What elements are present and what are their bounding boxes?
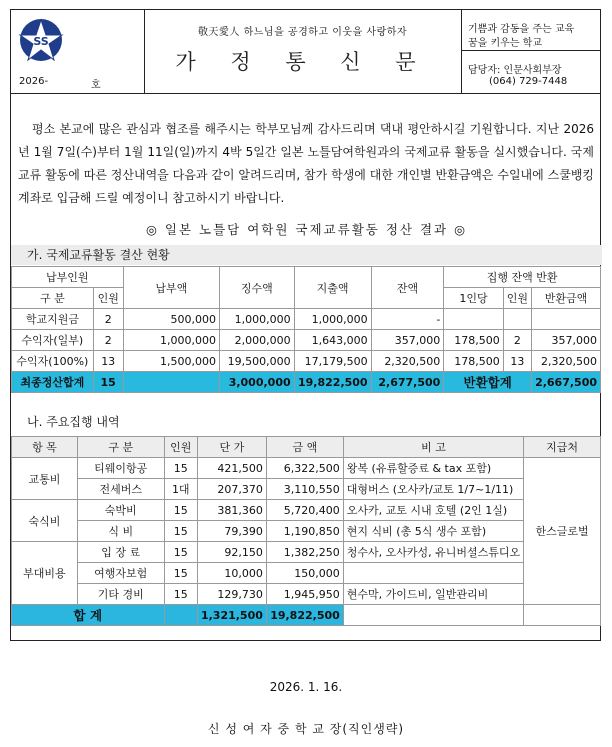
col-count: 인원 [93, 288, 123, 309]
issue-year: 2026- [19, 76, 49, 87]
cell-note: 청수사, 오사카성, 유니버셜스튜디오 [343, 542, 523, 563]
section-title: ◎ 일본 노틀담 여학원 국제교류활동 정산 결과 ◎ [146, 222, 467, 237]
table-row [12, 521, 601, 542]
cell-note: 현지 식비 (총 5식 생수 포함) [343, 521, 523, 542]
cell-collected: 1,000,000 [220, 309, 295, 330]
section-b-label [11, 412, 602, 433]
refund-total-label: 반환합계 [444, 372, 532, 393]
cell-category: 식 비 [77, 521, 164, 542]
col-refund-group: 집행 잔액 반환 [444, 267, 601, 288]
school-emblem [18, 14, 64, 66]
cell-count: 1대 [164, 479, 197, 500]
expense-total-label: 합 계 [12, 605, 165, 626]
cell-paid: 500,000 [123, 309, 219, 330]
cell-count: 15 [164, 542, 197, 563]
intro-text: 평소 본교에 많은 관심과 협조를 해주시는 학부모님께 감사드리며 댁내 평안하시길 기원합니다. 지난 2026년 1월 7일(수)부터 1월 11일(일)까지 4박 5일간 일본 노틀담여학원과의 국제교류 활동을 실시했습니다. 국제교류 활동에 따른 정산내역을 다음과 같이 알려드리며, 참가 학생에 대한 개인별 반환금액은 수일내에 스쿨뱅킹계좌로 입금해 드릴 예정이니 참고하시기 바랍니다. [18, 122, 594, 205]
col-count: 인원 [164, 437, 197, 458]
cell-refund-count: 2 [503, 330, 531, 351]
cell-unit-price: 10,000 [197, 563, 266, 584]
cell-amount: 1,382,250 [266, 542, 343, 563]
group-lodging: 숙식비 [12, 500, 78, 542]
cell-category: 학교지원금 [12, 309, 94, 330]
cell-balance: 357,000 [371, 330, 444, 351]
cell-amount: 6,322,500 [266, 458, 343, 479]
cell-count: 13 [93, 351, 123, 372]
cell-unit-price: 129,730 [197, 584, 266, 605]
cell-category: 티웨이항공 [77, 458, 164, 479]
cell-note [343, 563, 523, 584]
expense-total-note [343, 605, 523, 626]
school-goal-line1: 기쁨과 감동을 주는 교육 [468, 24, 575, 35]
col-payee: 지급처 [524, 437, 601, 458]
cell-collected: 19,500,000 [220, 351, 295, 372]
cell-category: 수익자(100%) [12, 351, 94, 372]
total-label: 최종정산합계 [12, 372, 94, 393]
settlement-table [11, 266, 601, 393]
cell-amount: 1,190,850 [266, 521, 343, 542]
cell-spent: 17,179,500 [294, 351, 371, 372]
total-spent: 19,822,500 [294, 372, 371, 393]
issue-number-label: 호 [91, 80, 101, 91]
cell-note: 오사카, 교토 시내 호텔 (2인 1실) [343, 500, 523, 521]
cell-note: 왕복 (유류할증료 & tax 포함) [343, 458, 523, 479]
cell-amount: 3,110,550 [266, 479, 343, 500]
cell-refund-amount: 357,000 [532, 330, 601, 351]
col-refund-count: 인원 [503, 288, 531, 309]
col-spent: 지출액 [294, 267, 371, 309]
cell-per-person: 178,500 [444, 351, 503, 372]
table-row [12, 542, 601, 563]
cell-category: 여행자보험 [77, 563, 164, 584]
total-count: 15 [93, 372, 123, 393]
col-balance: 잔액 [371, 267, 444, 309]
contact-phone: (064) 729-7448 [489, 76, 568, 87]
col-per-person: 1인당 [444, 288, 503, 309]
cell-unit-price: 79,390 [197, 521, 266, 542]
svg-text:SS: SS [33, 35, 49, 48]
cell-note: 현수막, 가이드비, 일반관리비 [343, 584, 523, 605]
cell-category: 기타 경비 [77, 584, 164, 605]
cell-amount: 1,945,950 [266, 584, 343, 605]
cell-count: 15 [164, 584, 197, 605]
table-row [12, 584, 601, 605]
col-payer-group: 납부인원 [12, 267, 124, 288]
contact-label: 담당자: 인문사회부장 [468, 65, 562, 76]
cell-count: 2 [93, 309, 123, 330]
cell-paid: 1,000,000 [123, 330, 219, 351]
cell-note: 대형버스 (오사카/교토 1/7~1/11) [343, 479, 523, 500]
col-paid: 납부액 [123, 267, 219, 309]
table-row [12, 479, 601, 500]
cell-paid: 1,500,000 [123, 351, 219, 372]
group-extra: 부대비용 [12, 542, 78, 605]
cell-category: 전세버스 [77, 479, 164, 500]
school-goal-line2: 꿈을 키우는 학교 [468, 38, 542, 49]
total-collected: 3,000,000 [220, 372, 295, 393]
motto: 敬天愛人 하느님을 공경하고 이웃을 사랑하자 [197, 27, 408, 38]
payee-value: 한스글로벌 [524, 458, 601, 605]
cell-spent: 1,643,000 [294, 330, 371, 351]
refund-total-amount: 2,667,500 [532, 372, 601, 393]
expense-total-unit-price: 1,321,500 [197, 605, 266, 626]
cell-unit-price: 207,370 [197, 479, 266, 500]
cell-refund-count: 13 [503, 351, 531, 372]
cell-amount: 150,000 [266, 563, 343, 584]
cell-balance: 2,320,500 [371, 351, 444, 372]
cell-unit-price: 381,360 [197, 500, 266, 521]
cell-collected: 2,000,000 [220, 330, 295, 351]
expense-table [11, 436, 601, 626]
page-title: 가 정 통 신 문 [175, 50, 430, 74]
col-category: 구 분 [12, 288, 94, 309]
table-row [12, 351, 601, 372]
section-a-label-text: 가. 국제교류활동 결산 현황 [27, 248, 170, 262]
col-unit-price: 단 가 [197, 437, 266, 458]
expense-total-amount: 19,822,500 [266, 605, 343, 626]
cell-refund-amount: 2,320,500 [532, 351, 601, 372]
total-paid [123, 372, 219, 393]
cell-per-person: 178,500 [444, 330, 503, 351]
principal-signature: 신 성 여 자 중 학 교 장(직인생략) [207, 722, 405, 736]
cell-count: 15 [164, 500, 197, 521]
cell-balance: - [371, 309, 444, 330]
table-row [12, 500, 601, 521]
cell-per-person [444, 309, 503, 330]
group-transport: 교통비 [12, 458, 78, 500]
cell-category: 숙박비 [77, 500, 164, 521]
expense-total-payee [524, 605, 601, 626]
expense-total-count [164, 605, 197, 626]
expense-total-row [12, 605, 601, 626]
cell-refund-amount [532, 309, 601, 330]
cell-category: 입 장 료 [77, 542, 164, 563]
cell-count: 2 [93, 330, 123, 351]
col-refund-amount: 반환금액 [532, 288, 601, 309]
cell-spent: 1,000,000 [294, 309, 371, 330]
cell-category: 수익자(일부) [12, 330, 94, 351]
col-item: 항 목 [12, 437, 78, 458]
col-category: 구 분 [77, 437, 164, 458]
table-row [12, 458, 601, 479]
emblem-icon [18, 14, 64, 66]
section-a-label [11, 245, 602, 265]
cell-count: 15 [164, 458, 197, 479]
cell-count: 15 [164, 563, 197, 584]
cell-amount: 5,720,400 [266, 500, 343, 521]
cell-unit-price: 421,500 [197, 458, 266, 479]
issue-date: 2026. 1. 16. [269, 680, 343, 694]
table-row [12, 330, 601, 351]
total-row [12, 372, 601, 393]
newsletter-frame [10, 9, 601, 641]
table-row [12, 309, 601, 330]
total-balance: 2,677,500 [371, 372, 444, 393]
table-row [12, 563, 601, 584]
cell-unit-price: 92,150 [197, 542, 266, 563]
cell-count: 15 [164, 521, 197, 542]
cell-refund-count [503, 309, 531, 330]
section-b-label-text: 나. 주요집행 내역 [27, 415, 120, 429]
col-collected: 징수액 [220, 267, 295, 309]
col-note: 비 고 [343, 437, 523, 458]
col-amount: 금 액 [266, 437, 343, 458]
